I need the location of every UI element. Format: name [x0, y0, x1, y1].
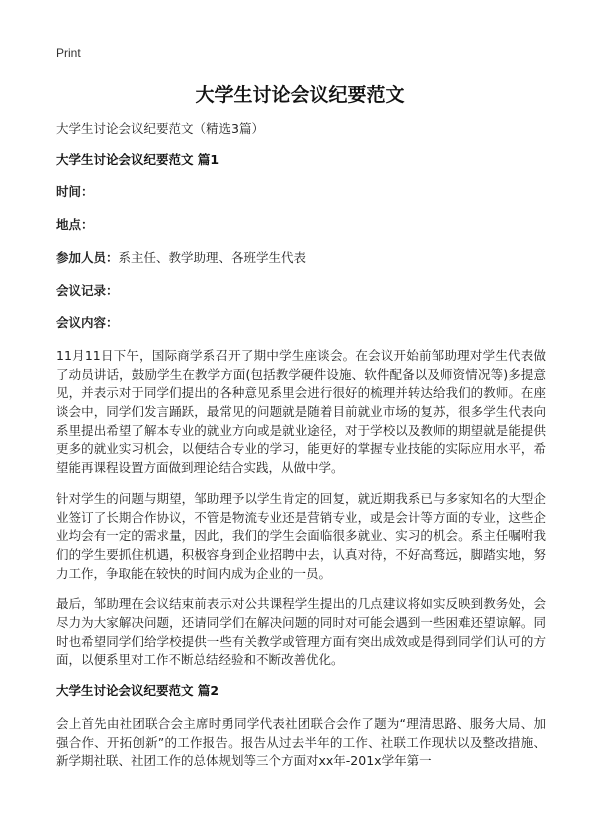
document-subtitle: 大学生讨论会议纪要范文（精选3篇）: [56, 121, 264, 136]
time-field: [56, 183, 546, 202]
article-1-heading: 大学生讨论会议纪要范文 篇1: [56, 151, 220, 167]
article-1-paragraph: 最后，邹助理在会议结束前表示对公共课程学生提出的几点建议将如实反映到教务处，会尽力为大家解决问题，还请同学们在解决问题的同时对可能会遇到一些困难还望谅解。同时也希望同学们给学校提供一些有关教学或管理方面有突出成效或是得到同学们认可的方面，以便系里对工作不断总结经验和不断改善优化。: [56, 596, 546, 668]
participants-field: [56, 249, 546, 268]
time-label: 时间：: [56, 184, 94, 200]
record-field: [56, 282, 546, 301]
participants-value: 系主任、教学助理、各班学生代表: [118, 249, 307, 265]
article-1-paragraph: 11月11日下午，国际商学系召开了期中学生座谈会。在会议开始前邹助理对学生代表做了动员讲话，鼓励学生在教学方面(包括教学硬件设施、软件配备以及师资情况等)多提意见，并表示对于同学们提出的各种意见系里会进行很好的梳理并转达给我们的教师。在座谈会中，同学们发言踊跃，最常见的问题就是随着目前就业市场的复苏，很多学生代表向系里提出希望了解本专业的就业方向或是就业途径，对于学校以及教师的期望就是能提供更多的就业实习机会，以便结合专业的学习，能更好的掌握专业技能的实际应用水平，希望能再课程设置方面做到理论结合实践，从做中学。: [56, 347, 546, 476]
location-label: 地点：: [56, 217, 94, 233]
content-label: 会议内容：: [56, 315, 119, 331]
participants-label: 参加人员：: [56, 249, 119, 265]
article-2-heading: 大学生讨论会议纪要范文 篇2: [56, 683, 220, 699]
article-1-paragraph: 针对学生的问题与期望，邹助理予以学生肯定的回复，就近期我系已与多家知名的大型企业签订了长期合作协议，不管是物流专业还是营销专业，或是会计等方面的专业，这些企业均会有一定的需求量，因此，我们的学生会面临很多就业、实习的机会。系主任嘱咐我们的学生要抓住机遇，积极容身到企业招聘中去，认真对待，不好高骛远，脚踏实地，努力工作，争取能在较快的时间内成为企业的一员。: [56, 490, 546, 581]
record-label: 会议记录：: [56, 282, 119, 298]
print-link[interactable]: Print: [56, 46, 81, 60]
document-body: [56, 120, 546, 783]
document-title: 大学生讨论会议纪要范文: [195, 84, 405, 106]
location-field: [56, 216, 546, 235]
article-2-paragraph: 会上首先由社团联合会主席时勇同学代表社团联合会作了题为“理清思路、服务大局、加强合作、开拓创新”的工作报告。报告从过去半年的工作、社联工作现状以及整改措施、新学期社联、社团工作的总体规划等三个方面对xx年-201x学年第一: [56, 715, 546, 769]
content-field: [56, 314, 546, 333]
